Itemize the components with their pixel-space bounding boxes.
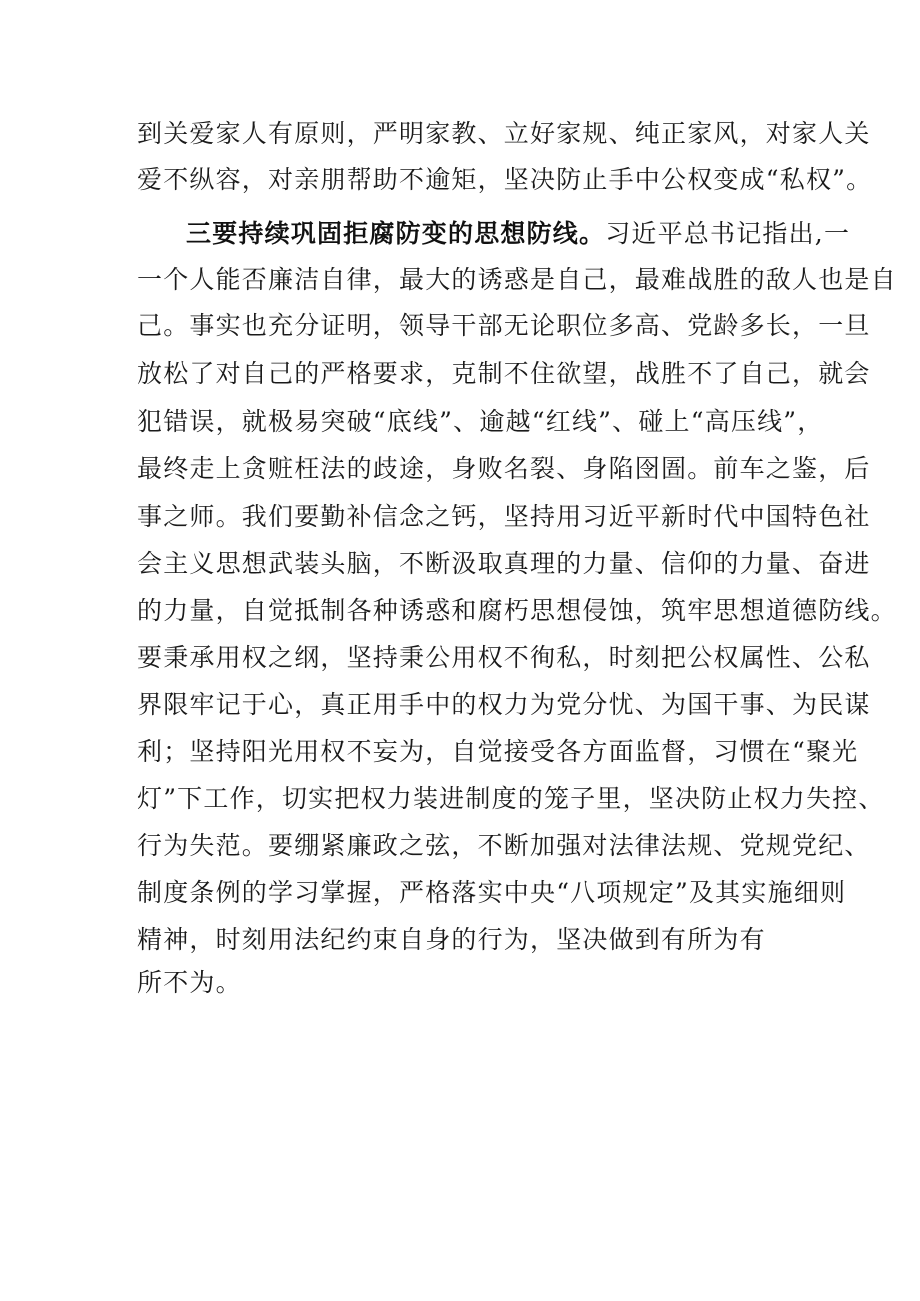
text-line: 事之师。我们要勤补信念之钙，坚持用习近平新时代中国特色社 [137,502,871,531]
text-line: 己。事实也充分证明，领导干部无论职位多高、党龄多长，一旦 [137,311,871,340]
section-heading: 三要持续巩固拒腐防变的思想防线。 [186,219,606,248]
text-line: 精神，时刻用法纪约束自身的行为，坚决做到有所为有 [137,925,766,954]
text-line: 放松了对自己的严格要求，克制不住欲望，战胜不了自己，就会 [137,359,871,388]
section-heading-line [186,217,850,251]
text-line: 到关爱家人有原则，严明家教、立好家规、纯正家风，对家人关 [137,119,871,148]
text-line: 行为失范。要绷紧廉政之弦，不断加强对法律法规、党规党纪、 [137,831,871,860]
text-line: 所不为。 [137,968,242,997]
text-line: 爱不纵容，对亲朋帮助不逾矩，坚决防止手中公权变成“私权”。 [137,165,873,194]
text-line: 灯”下工作，切实把权力装进制度的笼子里，坚决防止权力失控、 [137,784,885,813]
text-line: 利；坚持阳光用权不妄为，自觉接受各方面监督，习惯在“聚光 [137,737,859,766]
text-line: 犯错误，就极易突破“底线”、逾越“红线”、碰上“高压线”， [137,407,824,436]
text-line: 一个人能否廉洁自律，最大的诱惑是自己，最难战胜的敌人也是自 [137,265,897,294]
text-line: 要秉承用权之纲，坚持秉公用权不徇私，时刻把公权属性、公私 [137,643,871,672]
text-line: 最终走上贪赃枉法的歧途，身败名裂、身陷囹圄。前车之鉴，后 [137,454,871,483]
text-line: 制度条例的学习掌握，严格落实中央“八项规定”及其实施细则 [137,878,847,907]
text-line: 界限牢记于心，真正用手中的权力为党分忧、为国干事、为民谋 [137,690,871,719]
text-line: 会主义思想武装头脑，不断汲取真理的力量、信仰的力量、奋进 [137,549,871,578]
text-line: 的力量，自觉抵制各种诱惑和腐朽思想侵蚀，筑牢思想道德防线。 [137,596,897,625]
heading-continuation: 习近平总书记指出,一 [605,219,851,248]
